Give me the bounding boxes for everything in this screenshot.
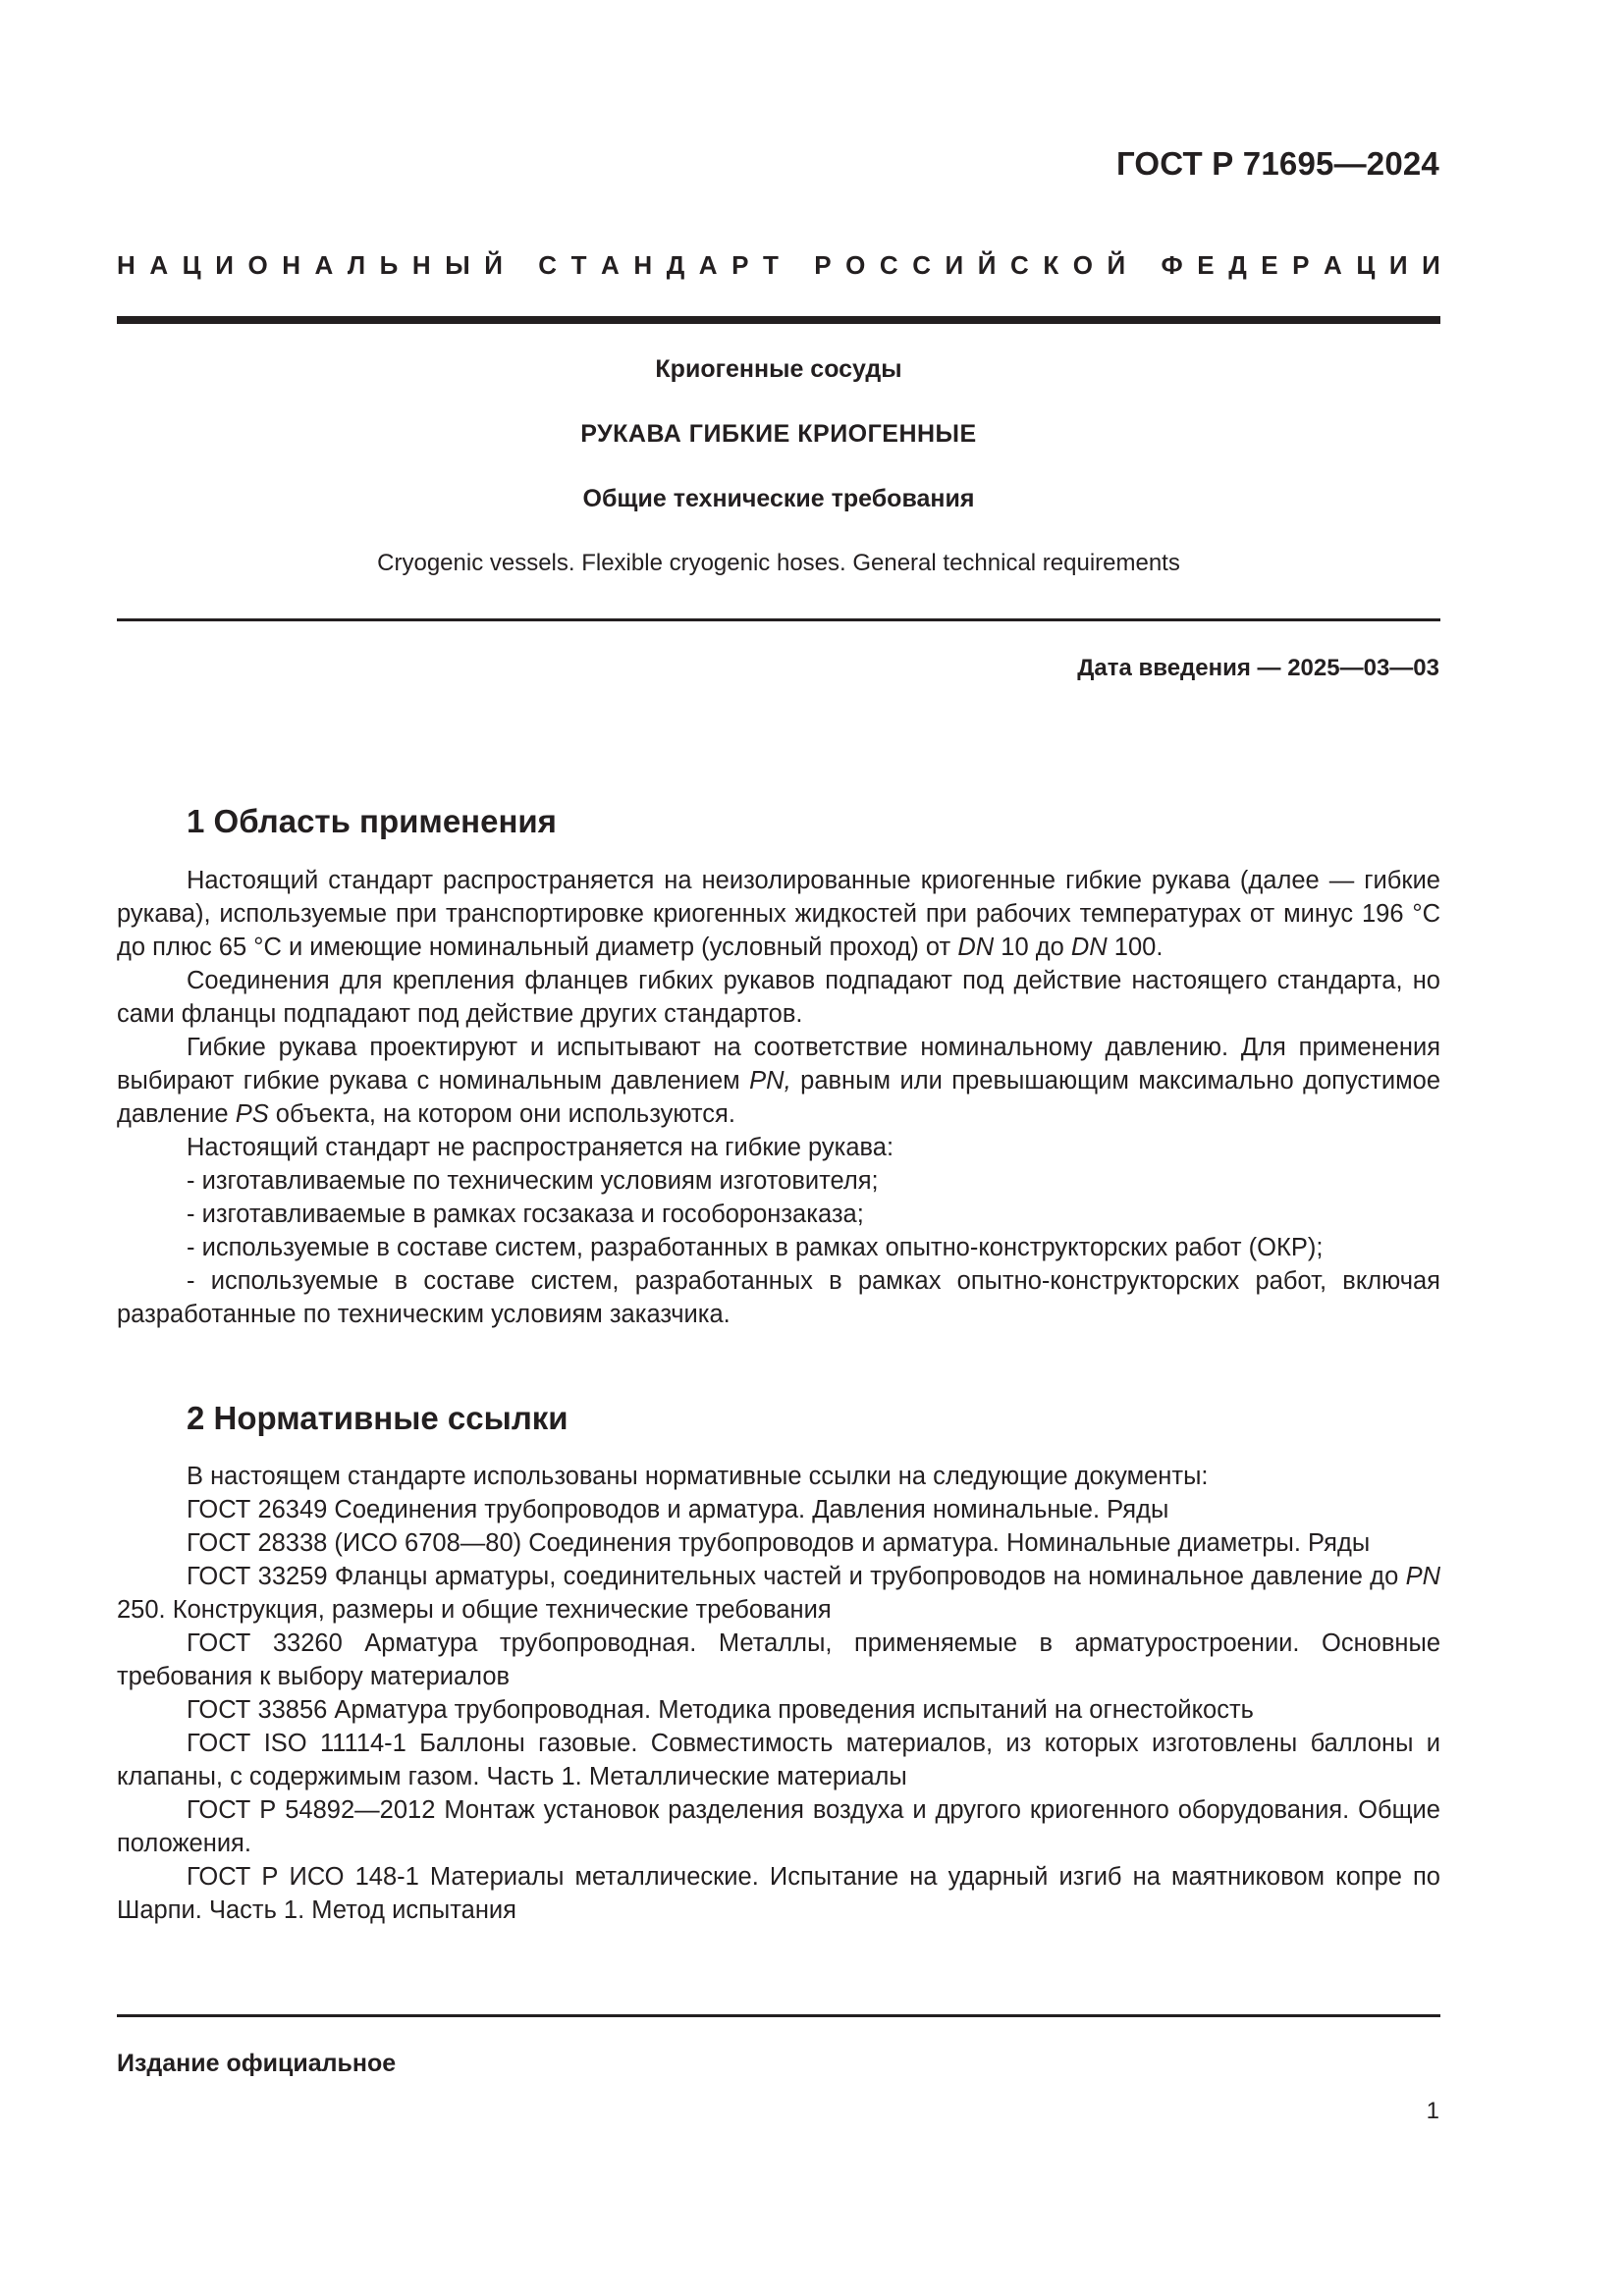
heading-letter: Н bbox=[117, 250, 135, 280]
list-item: - используемые в составе систем, разработанных в рамках опытно-конструкторских работ (ОКР); bbox=[187, 1234, 1324, 1261]
text-run: равным или превышающим максимально допустимое давление bbox=[117, 1067, 1440, 1128]
paragraph bbox=[117, 864, 1440, 964]
standard-main-title: РУКАВА ГИБКИЕ КРИОГЕННЫЕ bbox=[580, 420, 977, 448]
heading-letter: Т bbox=[570, 250, 587, 280]
heading-letter: И bbox=[1388, 250, 1408, 280]
page-number: 1 bbox=[1426, 2098, 1439, 2124]
heading-letter: Т bbox=[762, 250, 779, 280]
heading-letter: Н bbox=[411, 250, 431, 280]
heading-letter: И bbox=[215, 250, 234, 280]
text-run: Настоящий стандарт распространяется на неизолированные криогенные гибкие рукава (далее — гибкие рукава), используемые при транспортировке криогенных жидкостей при рабочих температурах от минус 196 °С до плюс 65 °С и имеющие номинальный диаметр (условный проход) от bbox=[117, 867, 1440, 961]
national-standard-heading bbox=[117, 250, 1440, 281]
symbol-pn: PN, bbox=[749, 1067, 791, 1095]
text-run: ГОСТ 33259 Фланцы арматуры, соединительных частей и трубопроводов на номинальное давление до bbox=[187, 1563, 1406, 1590]
heading-letter: С bbox=[538, 250, 558, 280]
paragraph: В настоящем стандарте использованы нормативные ссылки на следующие документы: bbox=[187, 1463, 1209, 1490]
heading-letter: Е bbox=[1197, 250, 1215, 280]
heading-letter: А bbox=[698, 250, 718, 280]
section-1-body bbox=[117, 864, 1440, 1331]
heading-letter: Р bbox=[731, 250, 749, 280]
heading-letter: О bbox=[1072, 250, 1093, 280]
section-2-body bbox=[117, 1460, 1440, 1927]
introduction-date: Дата введения — 2025—03—03 bbox=[1077, 655, 1439, 681]
heading-letter: Й bbox=[1107, 250, 1126, 280]
reference-item: ГОСТ Р ИСО 148-1 Материалы металлические. Испытание на ударный изгиб на маятниковом копре по Шарпи. Часть 1. Метод испытания bbox=[117, 1863, 1440, 1924]
heading-letter: А bbox=[1324, 250, 1342, 280]
list-item: - изготавливаемые в рамках госзаказа и гособоронзаказа; bbox=[187, 1201, 864, 1228]
heading-letter: Д bbox=[1228, 250, 1247, 280]
paragraph bbox=[117, 1031, 1440, 1131]
standard-english-title: Cryogenic vessels. Flexible cryogenic hoses. General technical requirements bbox=[377, 550, 1180, 576]
heading-letter: О bbox=[247, 250, 268, 280]
heading-letter: С bbox=[1010, 250, 1029, 280]
heading-letter: Е bbox=[1261, 250, 1278, 280]
symbol-dn: DN bbox=[957, 934, 995, 961]
standard-group-title: Криогенные сосуды bbox=[655, 355, 902, 383]
reference-item: ГОСТ 33260 Арматура трубопроводная. Металлы, применяемые в арматуростроении. Основные требования к выбору материалов bbox=[117, 1629, 1440, 1690]
header-divider bbox=[117, 316, 1440, 324]
reference-item: ГОСТ 28338 (ИСО 6708—80) Соединения трубопроводов и арматура. Номинальные диаметры. Ряды bbox=[187, 1529, 1371, 1557]
text-run: объекта, на котором они используются. bbox=[268, 1100, 735, 1128]
heading-letter bbox=[1140, 250, 1147, 281]
symbol-dn: DN bbox=[1070, 934, 1108, 961]
symbol-ps: PS bbox=[235, 1100, 269, 1128]
standard-requirements-title: Общие технические требования bbox=[582, 485, 975, 512]
list-item: - изготавливаемые по техническим условиям изготовителя; bbox=[187, 1167, 879, 1195]
heading-letter: Ц bbox=[182, 250, 201, 280]
text-run: 250. Конструкция, размеры и общие технические требования bbox=[117, 1596, 832, 1624]
reference-item: ГОСТ 26349 Соединения трубопроводов и арматура. Давления номинальные. Ряды bbox=[187, 1496, 1169, 1523]
paragraph: Соединения для крепления фланцев гибких рукавов подпадают под действие настоящего стандарта, но сами фланцы подпадают под действие других стандартов. bbox=[117, 967, 1440, 1028]
reference-item: ГОСТ Р 54892—2012 Монтаж установок разделения воздуха и другого криогенного оборудования. Общие положения. bbox=[117, 1796, 1440, 1857]
heading-letter: Р bbox=[1292, 250, 1310, 280]
text-run: 100. bbox=[1107, 934, 1164, 961]
heading-letter: А bbox=[314, 250, 334, 280]
symbol-pn: PN bbox=[1405, 1563, 1440, 1590]
reference-item: ГОСТ ISO 11114-1 Баллоны газовые. Совместимость материалов, из которых изготовлены баллоны и клапаны, с содержимым газом. Часть 1. Металлические материалы bbox=[117, 1730, 1440, 1790]
heading-letter: И bbox=[1422, 250, 1440, 280]
heading-letter: Д bbox=[666, 250, 685, 280]
heading-letter: О bbox=[845, 250, 866, 280]
document-code: ГОСТ Р 71695—2024 bbox=[1115, 145, 1439, 182]
section-1-heading: 1 Область применения bbox=[187, 803, 557, 839]
text-run: Гибкие рукава проектируют и испытывают на соответствие номинальному давлению. Для применения выбирают гибкие рукава с номинальным давлением bbox=[117, 1034, 1440, 1095]
heading-letter: Н bbox=[633, 250, 653, 280]
heading-letter: К bbox=[1043, 250, 1059, 280]
heading-letter: Й bbox=[977, 250, 997, 280]
heading-letter: Р bbox=[814, 250, 832, 280]
heading-letter: Ц bbox=[1356, 250, 1376, 280]
section-2-heading: 2 Нормативные ссылки bbox=[187, 1400, 568, 1436]
heading-letter: С bbox=[912, 250, 931, 280]
list-item: - используемые в составе систем, разработанных в рамках опытно-конструкторских работ, включая разработанные по техническим условиям заказчика. bbox=[117, 1267, 1440, 1328]
heading-letter: Ф bbox=[1161, 250, 1183, 280]
text-run: 10 до bbox=[994, 934, 1071, 961]
heading-letter: Н bbox=[282, 250, 300, 280]
heading-letter bbox=[516, 250, 523, 281]
heading-letter: А bbox=[149, 250, 169, 280]
heading-letter: А bbox=[601, 250, 620, 280]
heading-letter: Ь bbox=[379, 250, 399, 280]
footer-divider bbox=[117, 2014, 1440, 2017]
heading-letter: Л bbox=[347, 250, 366, 280]
reference-item: ГОСТ 33856 Арматура трубопроводная. Методика проведения испытаний на огнестойкость bbox=[187, 1696, 1254, 1724]
reference-item bbox=[117, 1560, 1440, 1627]
heading-letter: Й bbox=[484, 250, 503, 280]
heading-letter: С bbox=[879, 250, 898, 280]
paragraph: Настоящий стандарт не распространяется на гибкие рукава: bbox=[187, 1134, 894, 1161]
heading-letter: Ы bbox=[445, 250, 470, 280]
official-edition-label: Издание официальное bbox=[117, 2050, 397, 2077]
heading-letter bbox=[792, 250, 799, 281]
heading-letter: И bbox=[945, 250, 964, 280]
title-divider bbox=[117, 618, 1440, 621]
